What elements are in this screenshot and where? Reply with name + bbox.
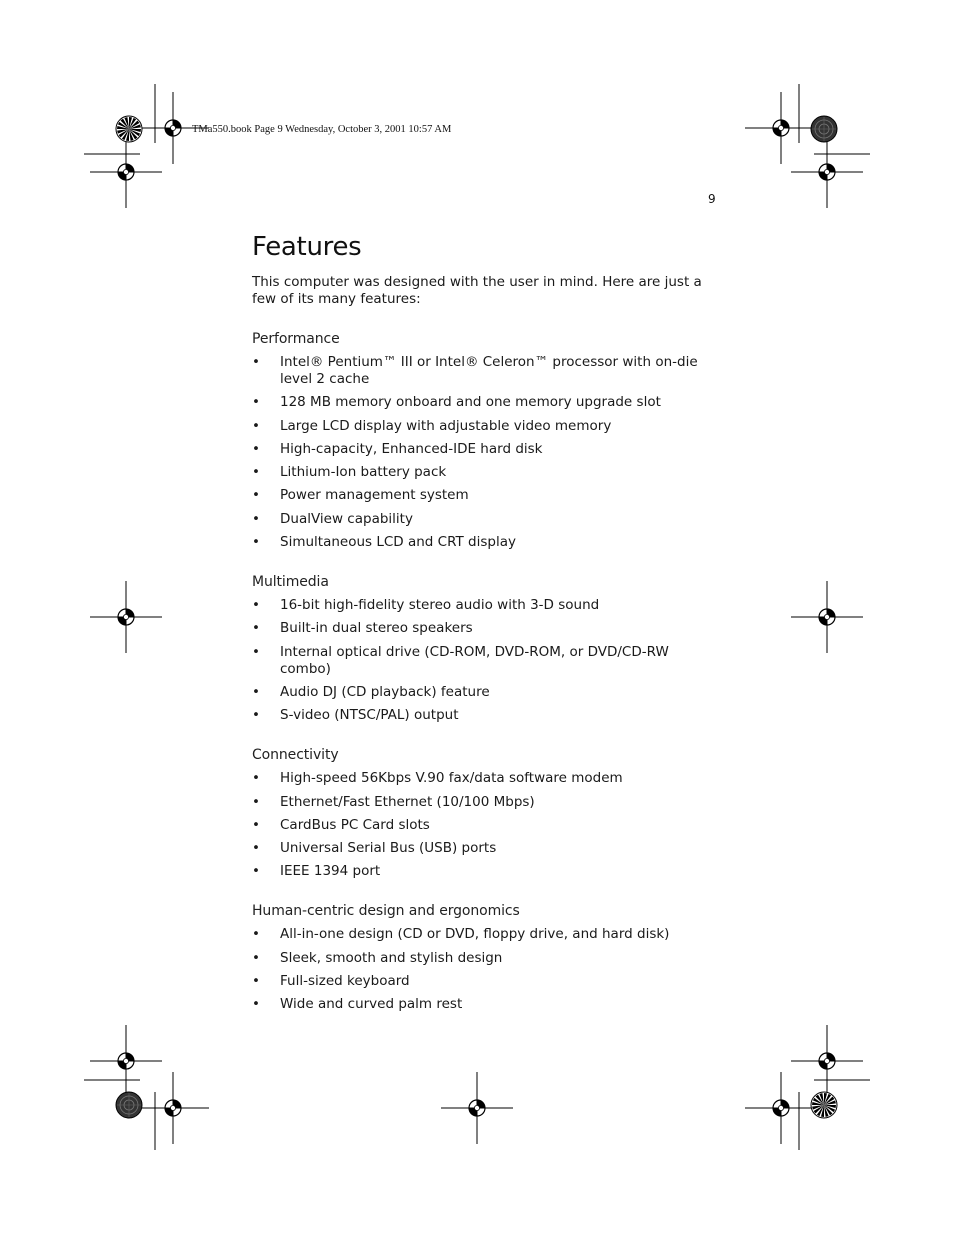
list-item-text: Lithium-Ion battery pack	[280, 464, 447, 481]
list-item	[252, 354, 722, 388]
bullet-icon: •	[252, 793, 260, 810]
list-item-text: Internal optical drive (CD-ROM, DVD-ROM, or DVD/CD-RW combo)	[280, 643, 669, 677]
list-item-text: IEEE 1394 port	[280, 863, 381, 880]
feature-list	[252, 770, 722, 880]
bullet-icon: •	[252, 949, 260, 966]
bullet-icon: •	[252, 683, 260, 700]
bullet-icon: •	[252, 816, 260, 833]
list-item	[252, 534, 722, 551]
feature-sections	[252, 330, 722, 1013]
list-item-text: Universal Serial Bus (USB) ports	[280, 840, 497, 857]
list-item	[252, 464, 722, 481]
list-item-text: Large LCD display with adjustable video memory	[280, 417, 612, 434]
section-heading: Connectivity	[252, 747, 339, 764]
bullet-icon: •	[252, 354, 260, 370]
list-item-text: CardBus PC Card slots	[280, 816, 430, 833]
list-item	[252, 511, 722, 528]
feature-section	[252, 573, 722, 724]
feature-list	[252, 354, 722, 551]
section-heading: Multimedia	[252, 574, 329, 591]
bullet-icon: •	[252, 863, 260, 880]
list-item	[252, 418, 722, 435]
list-item-text: Sleek, smooth and stylish design	[280, 949, 503, 966]
list-item	[252, 840, 722, 857]
list-item	[252, 863, 722, 880]
list-item	[252, 707, 722, 724]
list-item-text: Ethernet/Fast Ethernet (10/100 Mbps)	[280, 793, 535, 810]
list-item-text: S-video (NTSC/PAL) output	[280, 707, 459, 724]
list-item	[252, 926, 722, 943]
bullet-icon: •	[252, 417, 260, 434]
list-item	[252, 770, 722, 787]
bullet-icon: •	[252, 534, 260, 551]
list-item	[252, 950, 722, 967]
feature-section	[252, 902, 722, 1013]
section-heading: Performance	[252, 331, 340, 347]
bullet-icon: •	[252, 394, 260, 411]
bullet-icon: •	[252, 840, 260, 857]
page-content	[252, 230, 722, 1020]
bullet-icon: •	[252, 464, 260, 481]
feature-list	[252, 926, 722, 1013]
bullet-icon: •	[252, 597, 260, 614]
list-item-text: Full-sized keyboard	[280, 973, 410, 990]
list-item-text: Audio DJ (CD playback) feature	[280, 683, 490, 700]
page-number: 9	[708, 192, 716, 206]
feature-section	[252, 330, 722, 551]
bullet-icon: •	[252, 620, 260, 637]
feature-list	[252, 597, 722, 724]
bullet-icon: •	[252, 643, 260, 660]
bullet-icon: •	[252, 440, 260, 457]
list-item	[252, 973, 722, 990]
list-item	[252, 817, 722, 834]
list-item-text: High-capacity, Enhanced-IDE hard disk	[280, 440, 543, 457]
list-item-text: High-speed 56Kbps V.90 fax/data software modem	[280, 770, 623, 787]
list-item-text: Simultaneous LCD and CRT display	[280, 534, 516, 551]
bullet-icon: •	[252, 926, 260, 943]
list-item-text: 16-bit high-fidelity stereo audio with 3-D sound	[280, 597, 600, 614]
list-item	[252, 441, 722, 458]
list-item	[252, 684, 722, 701]
list-item-text: All-in-one design (CD or DVD, floppy drive, and hard disk)	[280, 926, 670, 943]
list-item	[252, 620, 722, 637]
list-item-text: 128 MB memory onboard and one memory upgrade slot	[280, 394, 661, 411]
intro-paragraph: This computer was designed with the user in mind. Here are just a few of its many features:	[252, 274, 702, 307]
bullet-icon: •	[252, 996, 260, 1013]
bullet-icon: •	[252, 707, 260, 724]
feature-section	[252, 746, 722, 880]
bullet-icon: •	[252, 487, 260, 504]
list-item-text: DualView capability	[280, 510, 413, 527]
list-item	[252, 597, 722, 614]
list-item-text: Power management system	[280, 487, 469, 504]
list-item	[252, 644, 722, 678]
list-item	[252, 996, 722, 1013]
bullet-icon: •	[252, 973, 260, 990]
list-item-text: Intel® Pentium™ III or Intel® Celeron™ processor with on-die level 2 cache	[280, 354, 698, 387]
list-item-text: Wide and curved palm rest	[280, 996, 463, 1013]
list-item	[252, 794, 722, 811]
bullet-icon: •	[252, 770, 260, 787]
bullet-icon: •	[252, 510, 260, 527]
page-title: Features	[252, 232, 362, 262]
print-slug: TMa550.book Page 9 Wednesday, October 3, 2001 10:57 AM	[192, 124, 452, 135]
list-item	[252, 394, 722, 411]
list-item-text: Built-in dual stereo speakers	[280, 620, 473, 637]
list-item	[252, 487, 722, 504]
section-heading: Human-centric design and ergonomics	[252, 903, 520, 920]
